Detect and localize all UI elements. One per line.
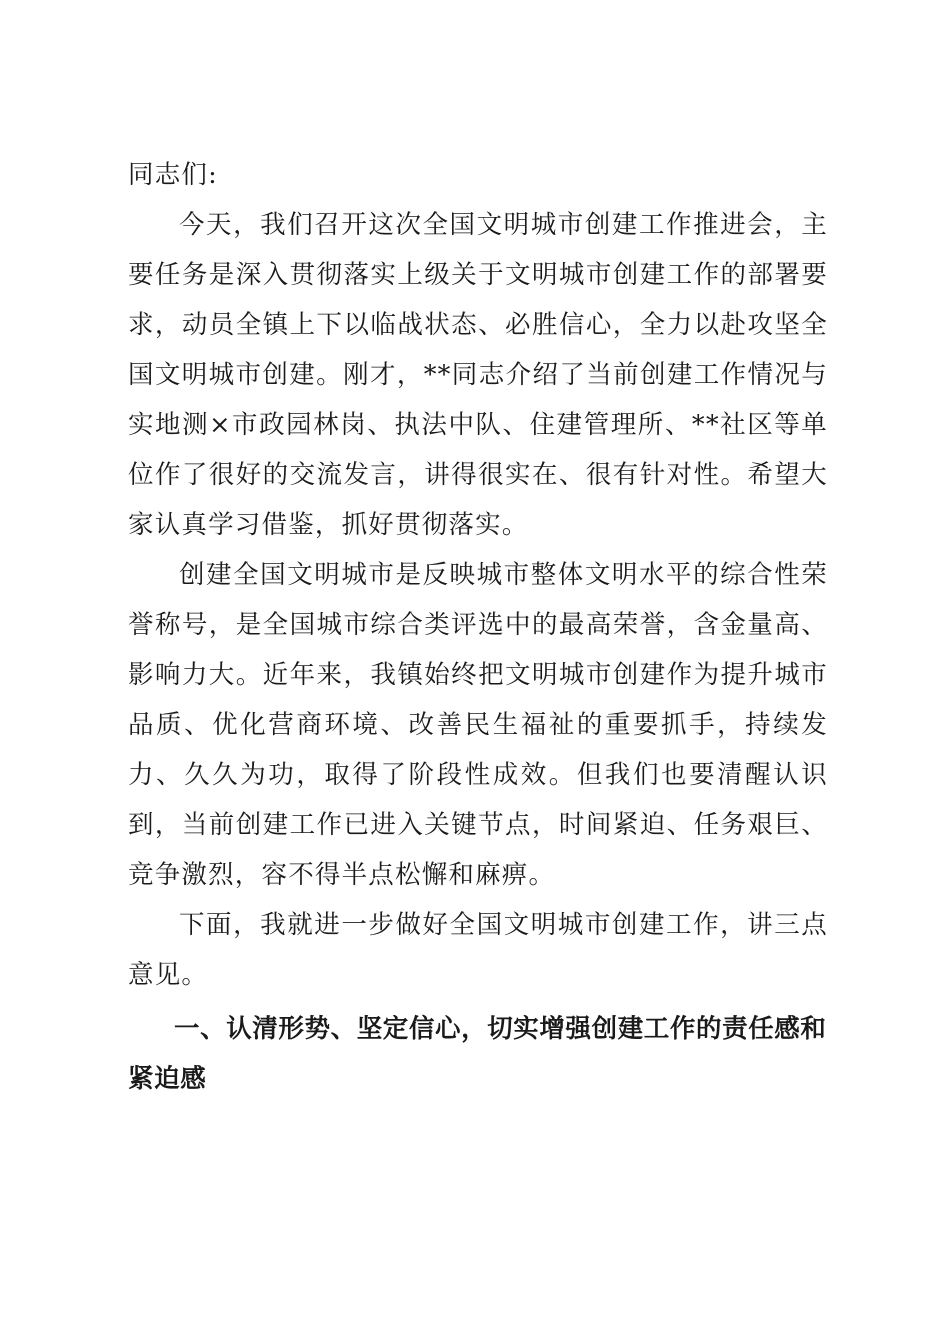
paragraph-opening: 今天，我们召开这次全国文明城市创建工作推进会，主要任务是深入贯彻落实上级关于文明城市创建工作的部署要求，动员全镇上下以临战状态、必胜信心，全力以赴攻坚全国文明城市创建。刚才，**同志介绍了当前创建工作情况与实地测×市政园林岗、执法中队、住建管理所、**社区等单位作了很好的交流发言，讲得很实在、很有针对性。希望大家认真学习借鉴，抓好贯彻落实。: [128, 210, 828, 540]
salutation: 同志们:: [128, 160, 218, 190]
paragraph-transition: 下面，我就进一步做好全国文明城市创建工作，讲三点意见。: [128, 910, 828, 990]
section-heading-one: 一、认清形势、坚定信心，切实增强创建工作的责任感和紧迫感: [128, 1014, 827, 1094]
document-body: [128, 150, 828, 1104]
paragraph-significance: 创建全国文明城市是反映城市整体文明水平的综合性荣誉称号，是全国城市综合类评选中的最高荣誉，含金量高、影响力大。近年来，我镇始终把文明城市创建作为提升城市品质、优化营商环境、改善民生福祉的重要抓手，持续发力、久久为功，取得了阶段性成效。但我们也要清醒认识到，当前创建工作已进入关键节点，时间紧迫、任务艰巨、竞争激烈，容不得半点松懈和麻痹。: [128, 560, 828, 890]
